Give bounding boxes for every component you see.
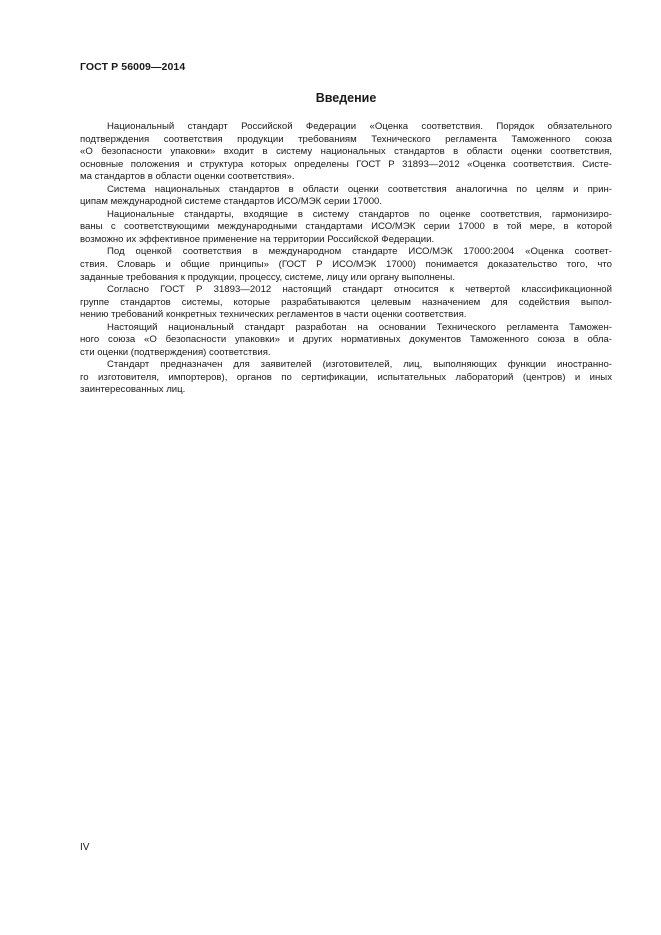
text-line: заданные требования к продукции, процессу, системе, лицу или органу выполнены. bbox=[80, 271, 455, 283]
text-line: ного союза «О безопасности упаковки» и других нормативных документов Таможенного союза в обла- bbox=[80, 334, 612, 346]
text-line: Стандарт предназначен для заявителей (изготовителей, лиц, выполняющих функции иностранно- bbox=[107, 359, 612, 371]
text-line: Под оценкой соответствия в международном стандарте ИСО/МЭК 17000:2004 «Оценка соответ- bbox=[107, 246, 612, 258]
text-line: Система национальных стандартов в области оценки соответствия аналогична по целям и прин- bbox=[107, 183, 612, 195]
paragraph bbox=[80, 121, 612, 184]
text-line: го изготовителя, импортеров), органов по сертификации, испытательных лабораторий (центров) и иных bbox=[80, 371, 612, 383]
text-line: Национальный стандарт Российской Федерации «Оценка соответствия. Порядок обязательного bbox=[107, 121, 612, 132]
text-line: Согласно ГОСТ Р 31893—2012 настоящий стандарт относится к четвертой классификационной bbox=[107, 284, 612, 296]
text-line: сти оценки (подтверждения) соответствия. bbox=[80, 346, 271, 358]
text-line: ствия. Словарь и общие принципы» (ГОСТ Р ИСО/МЭК 17000) понимается доказательство того, что bbox=[80, 259, 612, 271]
text-line: ципам международной системе стандартов ИСО/МЭК серии 17000. bbox=[80, 196, 383, 208]
text-line: нению требований конкретных технических регламентов в части оценки соответствия. bbox=[80, 309, 467, 321]
paragraph bbox=[80, 284, 612, 322]
text-line: основные положения и структура которых определены ГОСТ Р 31893—2012 «Оценка соответствия. Систе- bbox=[80, 158, 612, 170]
paragraph bbox=[80, 209, 612, 247]
document-code-header: ГОСТ Р 56009—2014 bbox=[80, 61, 186, 73]
paragraph bbox=[80, 246, 612, 284]
text-line: заинтересованных лиц. bbox=[80, 384, 186, 396]
page-number: IV bbox=[80, 842, 90, 853]
text-line: Настоящий национальный стандарт разработан на основании Технического регламента Таможен- bbox=[107, 321, 612, 333]
section-title: Введение bbox=[315, 91, 377, 105]
introduction-body bbox=[80, 121, 612, 397]
text-line: подтверждения соответствия продукции требованиям Технического регламента Таможенного союза bbox=[80, 133, 612, 145]
text-line: возможно их эффективное применение на территории Российской Федерации. bbox=[80, 233, 435, 245]
paragraph bbox=[80, 184, 612, 209]
paragraph bbox=[80, 322, 612, 360]
text-line: «О безопасности упаковки» входит в систему национальных стандартов в области оценки соответствия, bbox=[80, 146, 612, 158]
text-line: ма стандартов в области оценки соответствия». bbox=[80, 171, 295, 183]
text-line: ваны с соответствующими международными стандартами ИСО/МЭК серии 17000 в той мере, в которой bbox=[80, 221, 612, 233]
paragraph bbox=[80, 359, 612, 397]
text-line: группе стандартов системы, которые разрабатываются целевым назначением для содействия выпол- bbox=[80, 296, 612, 308]
text-line: Национальные стандарты, входящие в систему стандартов по оценке соответствия, гармонизиро- bbox=[107, 208, 612, 220]
